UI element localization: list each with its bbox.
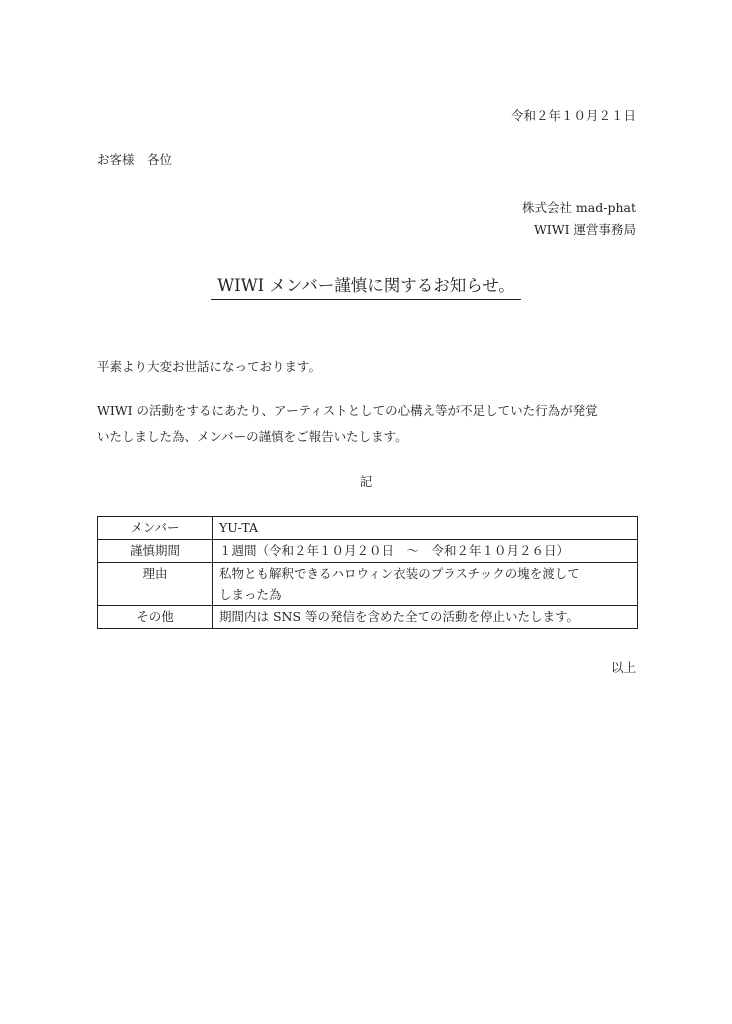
table-label-member: メンバー — [98, 517, 213, 540]
body-line-1: WIWI の活動をするにあたり、アーティストとしての心構え等が不足していた行為が発覚 — [97, 403, 598, 418]
recipient-line: お客様 各位 — [97, 152, 173, 167]
table-label-reason: 理由 — [98, 563, 213, 606]
table-row-period — [98, 540, 638, 563]
ki-heading: 記 — [359, 474, 373, 489]
table-row-reason — [98, 563, 638, 606]
table-row-member — [98, 517, 638, 540]
closing-ijo: 以上 — [610, 660, 636, 675]
sender-office: WIWI 運営事務局 — [533, 222, 636, 237]
table-value-period: １週間（令和２年１０月２０日 ～ 令和２年１０月２６日） — [213, 540, 638, 563]
table-value-member: YU-TA — [213, 517, 638, 540]
table-value-reason-line1: 私物とも解釈できるハロウィン衣装のプラスチックの塊を渡して — [219, 566, 580, 581]
details-table — [97, 516, 638, 629]
table-label-other: その他 — [98, 606, 213, 629]
table-row-other — [98, 606, 638, 629]
body-line-2: いたしました為、メンバーの謹慎をご報告いたします。 — [97, 429, 408, 444]
document-title-text: WIWI メンバー謹慎に関するお知らせ。 — [211, 278, 521, 300]
table-value-reason-line2: しまった為 — [219, 587, 282, 602]
sender-company: 株式会社 mad-phat — [521, 200, 636, 215]
document-date: 令和２年１０月２１日 — [510, 108, 636, 123]
document-title — [0, 278, 732, 300]
table-value-other: 期間内は SNS 等の発信を含めた全ての活動を停止いたします。 — [213, 606, 638, 629]
greeting-line: 平素より大変お世話になっております。 — [97, 359, 322, 374]
table-value-reason — [213, 563, 638, 606]
table-label-period: 謹慎期間 — [98, 540, 213, 563]
